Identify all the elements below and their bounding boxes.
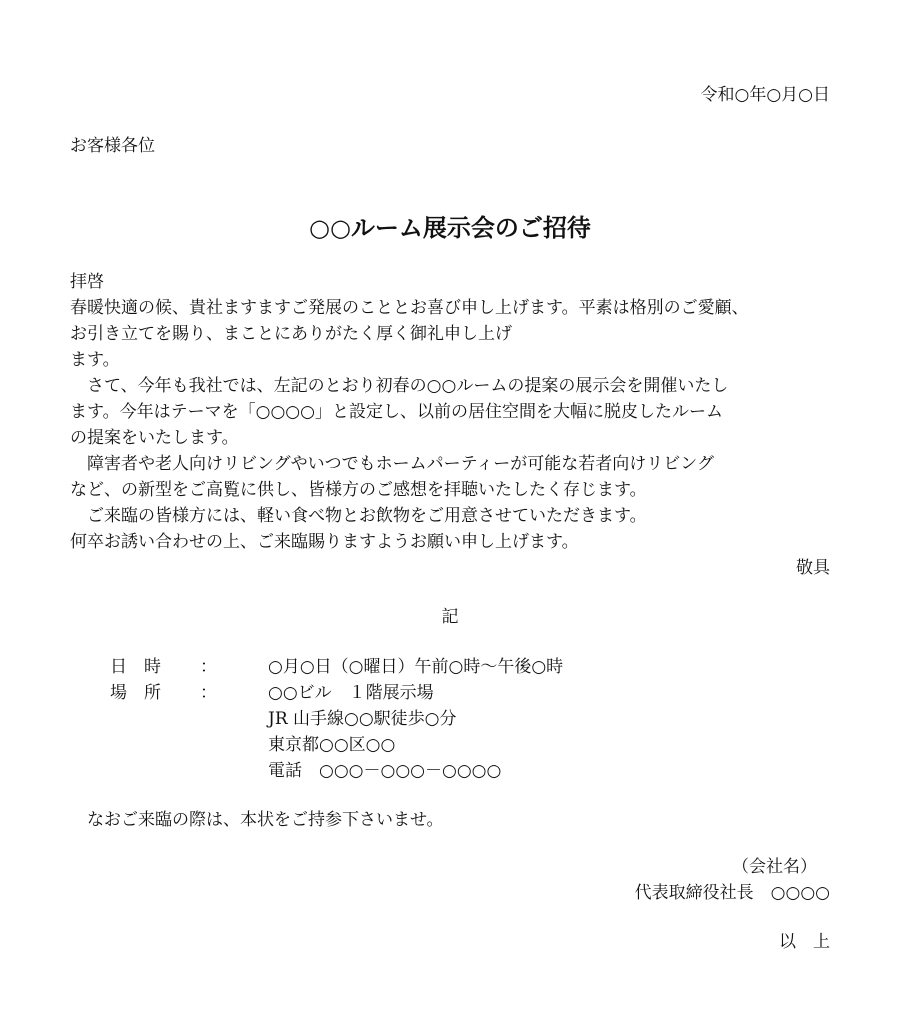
- body-line: ます。今年はテーマを「○○○○」と設定し、以前の居住空間を大幅に脱皮したルーム: [70, 402, 723, 422]
- body-line: ご来臨の皆様方には、軽い食べ物とお飲物をご用意させていただきます。: [87, 506, 647, 526]
- salutation: 拝啓: [70, 272, 104, 292]
- body-line: の提案をいたします。: [70, 428, 239, 448]
- colon: ：: [200, 657, 217, 677]
- phone-line: 電話 ○○○－○○○－○○○○: [268, 761, 502, 781]
- date-value: ○月○日（○曜日）午前○時～午後○時: [268, 657, 564, 677]
- body-line: さて、今年も我社では、左記のとおり初春の○○ルームの提案の展示会を開催いたし: [87, 376, 729, 396]
- body-line: ます。: [70, 350, 120, 370]
- body-line: 春暖快適の候、貴社ますますご発展のこととお喜び申し上げます。平素は格別のご愛顧、: [70, 298, 749, 318]
- place-line: ○○ビル １階展示場: [268, 683, 434, 703]
- ki-heading: 記: [441, 607, 459, 627]
- body-line: 障害者や老人向けリビングやいつでもホームパーティーが可能な若者向けリビング: [87, 454, 714, 474]
- place-line: JR 山手線○○駅徒歩○分: [268, 709, 457, 729]
- place-line: 東京都○○区○○: [268, 735, 396, 755]
- page-title: ○○ルーム展示会のご招待: [309, 213, 591, 242]
- document-date: 令和○年○月○日: [700, 85, 830, 105]
- company-name: （会社名）: [732, 857, 817, 877]
- recipient: お客様各位: [70, 136, 155, 156]
- body-line: お引き立てを賜り、まことにありがたく厚く御礼申し上げ: [70, 324, 512, 344]
- place-label: 場 所: [110, 683, 161, 703]
- note: なおご来臨の際は、本状をご持参下さいませ。: [87, 810, 444, 830]
- representative: 代表取締役社長 ○○○○: [634, 883, 830, 903]
- date-label: 日 時: [110, 657, 161, 677]
- colon: ：: [200, 683, 217, 703]
- end-mark: 以 上: [779, 932, 830, 952]
- closing: 敬具: [796, 558, 830, 578]
- body-line: 何卒お誘い合わせの上、ご来臨賜りますようお願い申し上げます。: [70, 532, 579, 552]
- body-line: など、の新型をご高覧に供し、皆様方のご感想を拝聴いたしたく存じます。: [70, 480, 647, 500]
